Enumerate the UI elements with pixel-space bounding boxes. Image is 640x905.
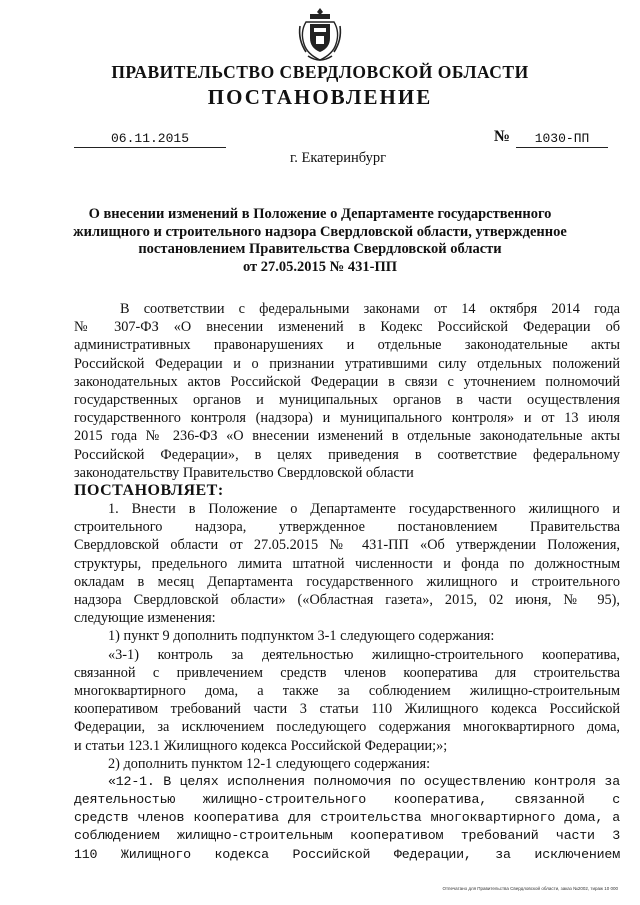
city: г. Екатеринбург [289, 150, 387, 166]
body-line: законодательству Правительство Свердловской области [74, 464, 414, 481]
body-line: Российской Федерации и о признании утратившими силу отдельных положений [74, 355, 620, 372]
print-note: Отпечатано для Правительства Свердловской области, заказ №2002, тираж 10 000 [442, 886, 618, 891]
number-label: № [494, 128, 511, 145]
body-line: законодательных актов Российской Федерации в связи с уточнением полномочий [74, 373, 620, 390]
title-line: от 27.05.2015 № 431-ПП [242, 258, 397, 275]
body-line: Российской Федерации», в целях приведения в соответствие федеральному [74, 446, 620, 463]
body-line: структуры, предельного лимита штатной численности и фонда по должностным [74, 555, 620, 572]
body-line: надзора Свердловской области» («Областная газета», 2015, 02 июня, № 95), [74, 592, 620, 608]
resolves-heading: ПОСТАНОВЛЯЕТ: [74, 481, 224, 499]
body-line: Федерации, за исключением последующего содержания многоквартирного дома, [74, 719, 620, 736]
body-line: строительного надзора, утвержденное постановлением Правительства [74, 519, 620, 536]
title-line: постановлением Правительства Свердловской области [138, 241, 502, 257]
body-line: «3-1) контроль за деятельностью жилищно-строительного кооператива, [108, 646, 620, 663]
body-line: административных правонарушениях и отдельные законодательные акты [74, 337, 620, 354]
body-line: деятельностью жилищно-строительного кооператива, связанной с [74, 792, 620, 808]
body-line: кооперативом требований части 3 статьи 110 Жилищного кодекса Российской [74, 701, 620, 718]
document-title [60, 206, 580, 276]
body-line: № 307-ФЗ «О внесении изменений в Кодекс Российской Федерации об [74, 319, 620, 336]
body-line: Свердловской области от 27.05.2015 № 431-ПП «Об утверждении Положения, [74, 537, 620, 554]
body-line: 110 Жилищного кодекса Российской Федерации, за исключением [74, 846, 620, 862]
document-type: ПОСТАНОВЛЕНИЕ [207, 85, 433, 109]
document-number: 1030-ПП [516, 130, 608, 148]
body-line: соблюдением жилищно-строительным кооперативом требований части 3 [74, 828, 620, 844]
body-line: 1. Внести в Положение о Департаменте государственного жилищного и [108, 501, 620, 518]
body-line: государственных органов и муниципальных органов в части осуществления [74, 391, 620, 408]
coat-of-arms-emblem [296, 6, 344, 66]
body-line: средств членов кооператива для строительства многоквартирного дома, а [74, 810, 620, 826]
document-date: 06.11.2015 [74, 130, 226, 148]
body-line: окладам в месяц Департамента государственного жилищного и строительного [74, 573, 620, 590]
title-line: О внесении изменений в Положение о Департаменте государственного [88, 206, 552, 222]
title-line: жилищного и строительного надзора Свердловской области, утвержденное [73, 223, 567, 240]
body-line: многоквартирного дома, а также за соблюдением жилищно-строительным [74, 682, 620, 699]
document-body [74, 300, 620, 864]
government-name: ПРАВИТЕЛЬСТВО СВЕРДЛОВСКОЙ ОБЛАСТИ [111, 62, 529, 82]
body-line: и статьи 123.1 Жилищного кодекса Российской Федерации;»; [74, 737, 448, 754]
body-line: государственного контроля (надзора) и муниципального контроля» и от 13 июля [74, 410, 620, 427]
body-line: 1) пункт 9 дополнить подпунктом 3-1 следующего содержания: [108, 628, 495, 645]
body-line: следующие изменения: [74, 610, 216, 627]
body-line: 2) дополнить пунктом 12-1 следующего содержания: [108, 755, 431, 772]
body-line: 2015 года № 236-ФЗ «О внесении изменений в отдельные законодательные акты [74, 428, 620, 445]
body-line: В соответствии с федеральными законами от 14 октября 2014 года [120, 301, 620, 317]
body-line: связанной с привлечением средств членов кооператива для строительства [74, 664, 620, 681]
body-line: «12-1. В целях исполнения полномочия по осуществлению контроля за [108, 773, 620, 789]
